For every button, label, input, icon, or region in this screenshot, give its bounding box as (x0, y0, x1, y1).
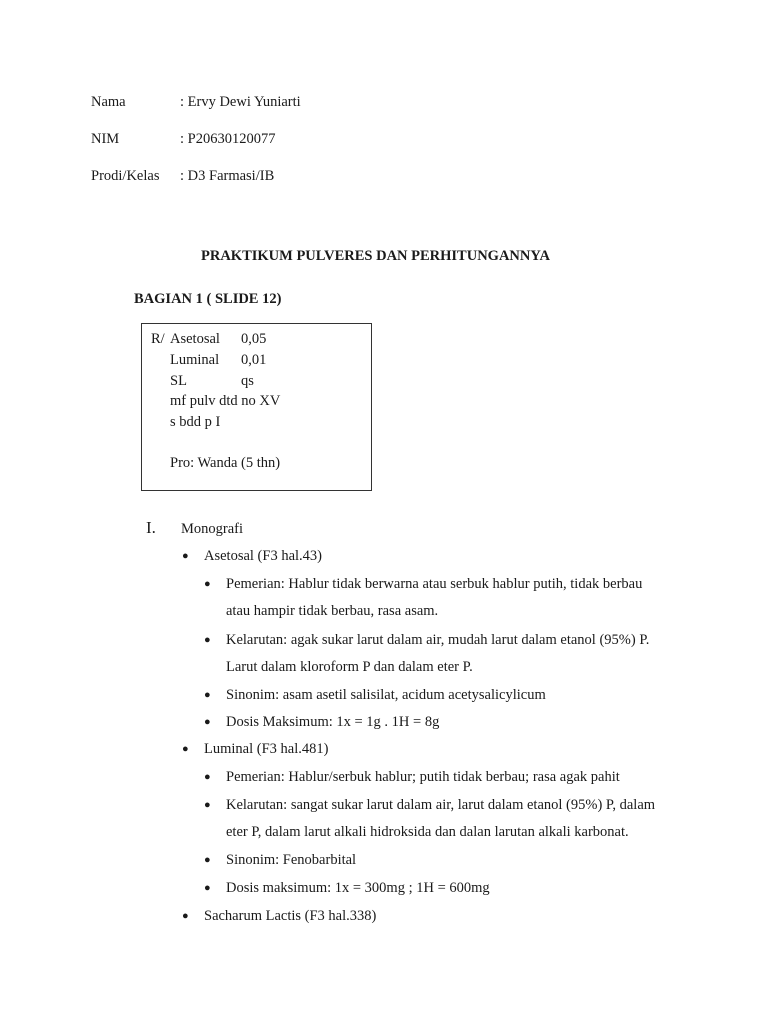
bullet-icon: ● (182, 910, 189, 922)
nim-label: NIM (91, 131, 120, 147)
monograph-item: Asetosal (F3 hal.43) (204, 548, 322, 564)
rx-item-value: 0,05 (241, 331, 267, 347)
monograph-detail: Kelarutan: sangat sukar larut dalam air, larut dalam etanol (95%) P, dalam (226, 797, 656, 813)
bullet-icon: ● (204, 799, 211, 811)
monograph-detail: Dosis Maksimum: 1x = 1g . 1H = 8g (226, 714, 440, 730)
rx-item-name: Asetosal (170, 331, 220, 347)
prodi-value: : D3 Farmasi/IB (180, 168, 275, 184)
prescription-box (141, 323, 372, 491)
bullet-icon: ● (204, 854, 211, 866)
monograph-detail: Dosis maksimum: 1x = 300mg ; 1H = 600mg (226, 880, 490, 896)
monograph-detail-cont: Larut dalam kloroform P dan dalam eter P. (226, 659, 473, 675)
bullet-icon: ● (204, 882, 211, 894)
nim-value: : P20630120077 (180, 131, 276, 147)
bullet-icon: ● (182, 743, 189, 755)
nama-label: Nama (91, 94, 126, 110)
monograph-detail: Pemerian: Hablur/serbuk hablur; putih tidak berbau; rasa agak pahit (226, 769, 620, 785)
bullet-icon: ● (204, 716, 211, 728)
rx-prefix: R/ (151, 331, 165, 347)
monograph-item: Luminal (F3 hal.481) (204, 741, 329, 757)
rx-signa-mf: mf pulv dtd no XV (170, 393, 281, 409)
page-title: PRAKTIKUM PULVERES DAN PERHITUNGANNYA (201, 248, 550, 264)
monograph-detail: Sinonim: asam asetil salisilat, acidum acetysalicylicum (226, 687, 546, 703)
rx-item-value: qs (241, 373, 254, 389)
monograph-detail: Pemerian: Hablur tidak berwarna atau serbuk hablur putih, tidak berbau (226, 576, 643, 592)
roman-numeral: I. (146, 518, 156, 537)
rx-item-name: SL (170, 373, 187, 389)
monograph-detail: Sinonim: Fenobarbital (226, 852, 357, 868)
bullet-icon: ● (204, 771, 211, 783)
monograph-detail: Kelarutan: agak sukar larut dalam air, mudah larut dalam etanol (95%) P. (226, 632, 650, 648)
monograph-detail-cont: eter P, dalam larut alkali hidroksida dan dalan larutan alkali karbonat. (226, 824, 629, 840)
bullet-icon: ● (204, 689, 211, 701)
monografi-heading: Monografi (181, 521, 244, 537)
rx-signa-s: s bdd p I (170, 414, 221, 430)
bullet-icon: ● (204, 634, 211, 646)
rx-patient: Pro: Wanda (5 thn) (170, 455, 281, 471)
rx-item-name: Luminal (170, 352, 220, 368)
bullet-icon: ● (182, 550, 189, 562)
rx-item-value: 0,01 (241, 352, 267, 368)
monograph-item: Sacharum Lactis (F3 hal.338) (204, 908, 377, 924)
section-heading: BAGIAN 1 ( SLIDE 12) (134, 291, 282, 307)
monograph-detail-cont: atau hampir tidak berbau, rasa asam. (226, 603, 439, 619)
nama-value: : Ervy Dewi Yuniarti (180, 94, 301, 110)
bullet-icon: ● (204, 578, 211, 590)
prodi-label: Prodi/Kelas (91, 168, 160, 184)
